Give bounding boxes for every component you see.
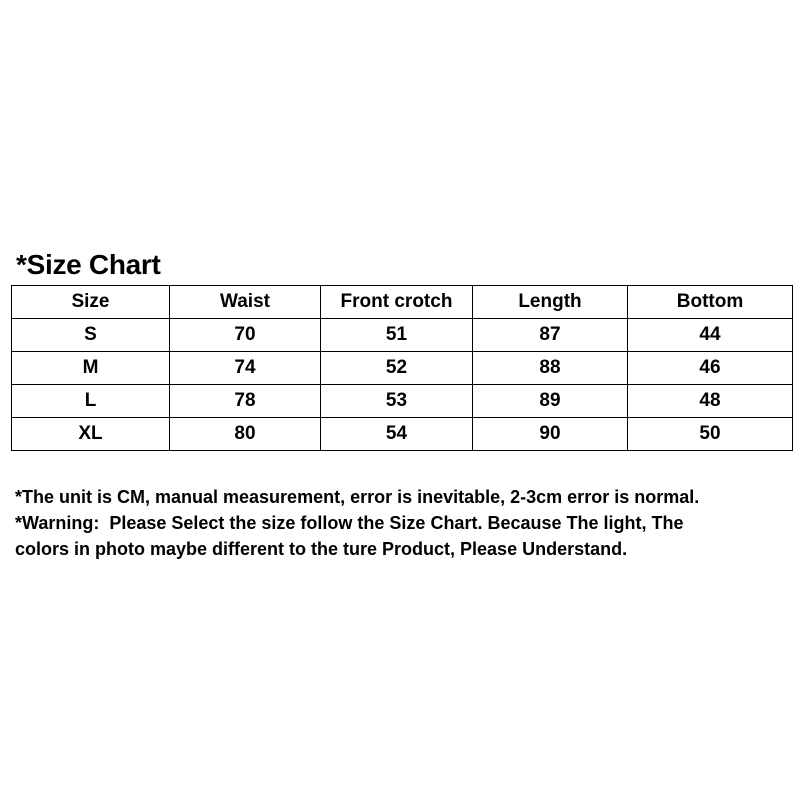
header-bottom: Bottom — [628, 286, 793, 319]
table-row — [12, 418, 793, 451]
cell-waist: 78 — [170, 385, 321, 418]
cell-waist: 70 — [170, 319, 321, 352]
cell-front-crotch: 53 — [321, 385, 473, 418]
cell-bottom: 48 — [628, 385, 793, 418]
header-front-crotch: Front crotch — [321, 286, 473, 319]
cell-size: S — [12, 319, 170, 352]
cell-size: M — [12, 352, 170, 385]
size-chart-table — [11, 285, 793, 451]
cell-length: 90 — [473, 418, 628, 451]
cell-bottom: 46 — [628, 352, 793, 385]
cell-length: 89 — [473, 385, 628, 418]
cell-length: 87 — [473, 319, 628, 352]
table-header-row — [12, 286, 793, 319]
cell-front-crotch: 52 — [321, 352, 473, 385]
cell-size: L — [12, 385, 170, 418]
cell-bottom: 50 — [628, 418, 793, 451]
cell-length: 88 — [473, 352, 628, 385]
table-row — [12, 385, 793, 418]
warning-note-line-2: colors in photo maybe different to the ture Product, Please Understand. — [15, 539, 628, 559]
table-row — [12, 319, 793, 352]
cell-front-crotch: 54 — [321, 418, 473, 451]
header-size: Size — [12, 286, 170, 319]
cell-waist: 74 — [170, 352, 321, 385]
cell-waist: 80 — [170, 418, 321, 451]
size-chart-title: *Size Chart — [16, 249, 161, 280]
cell-size: XL — [12, 418, 170, 451]
cell-bottom: 44 — [628, 319, 793, 352]
header-length: Length — [473, 286, 628, 319]
notes-block — [15, 484, 795, 562]
warning-note-line-1: *Warning: Please Select the size follow the Size Chart. Because The light, The — [15, 513, 684, 533]
table-row — [12, 352, 793, 385]
header-waist: Waist — [170, 286, 321, 319]
cell-front-crotch: 51 — [321, 319, 473, 352]
unit-note: *The unit is CM, manual measurement, error is inevitable, 2-3cm error is normal. — [15, 487, 700, 507]
